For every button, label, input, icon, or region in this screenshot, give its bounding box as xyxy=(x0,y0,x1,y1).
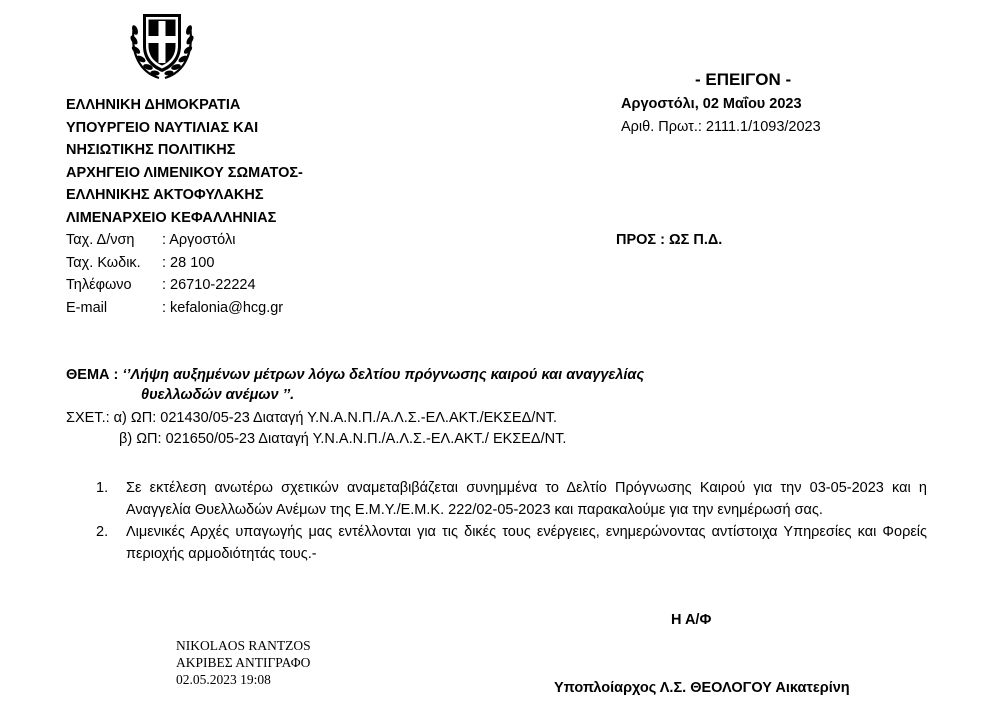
recipient: ΠΡΟΣ : ΩΣ Π.Δ. xyxy=(616,232,723,248)
sender-block xyxy=(66,94,303,229)
item-number: 2. xyxy=(96,524,109,540)
sender-line: ΕΛΛΗΝΙΚΗΣ ΑΚΤΟΦΥΛΑΚΗΣ xyxy=(66,187,264,203)
list-item xyxy=(96,522,927,565)
contact-value: : Αργοστόλι xyxy=(162,232,236,248)
classification-label: - ΕΠΕΙΓΟΝ - xyxy=(695,70,792,89)
item-number: 1. xyxy=(96,480,109,496)
protocol-number: Αριθ. Πρωτ.: 2111.1/1093/2023 xyxy=(621,119,821,135)
sender-line: ΛΙΜΕΝΑΡΧΕΙΟ ΚΕΦΑΛΛΗΝΙΑΣ xyxy=(66,209,277,226)
sender-line: ΝΗΣΙΩΤΙΚΗΣ ΠΟΛΙΤΙΚΗΣ xyxy=(66,142,236,158)
body-list xyxy=(96,478,927,566)
reference-line: ΣΧΕΤ.: α) ΩΠ: 021430/05-23 Διαταγή Υ.Ν.Α.Ν.Π./Α.Λ.Σ.-ΕΛ.ΑΚΤ./ΕΚΣΕΔ/ΝΤ. xyxy=(66,410,558,426)
subject-text: ‘’Λήψη αυξημένων μέτρων λόγω δελτίου πρόγνωσης καιρού και αναγγελίας xyxy=(122,367,645,383)
references-block xyxy=(66,408,566,450)
sender-line: ΕΛΛΗΝΙΚΗ ΔΗΜΟΚΡΑΤΙΑ xyxy=(66,97,241,113)
reference-line: β) ΩΠ: 021650/05-23 Διαταγή Υ.Ν.Α.Ν.Π./Α.Λ.Σ.-ΕΛ.ΑΚΤ./ ΕΚΣΕΔ/ΝΤ. xyxy=(119,431,567,447)
on-behalf-label: Η Α/Φ xyxy=(671,612,712,628)
stamp-line: ΑΚΡΙΒΕΣ ΑΝΤΙΓΡΑΦΟ xyxy=(176,655,311,670)
subject-text: θυελλωδών ανέμων ’’. xyxy=(141,387,295,403)
item-text: Λιμενικές Αρχές υπαγωγής μας εντέλλονται για τις δικές τους ενέργειες, ενημερώνοντας αντίστοιχα Υπηρεσίες και Φορείς περιοχής αρμοδιότητάς τους.- xyxy=(126,524,927,562)
contact-label: Τηλέφωνο xyxy=(66,277,132,293)
sender-line: ΥΠΟΥΡΓΕΙΟ ΝΑΥΤΙΛΙΑΣ ΚΑΙ xyxy=(66,119,259,136)
subject-block xyxy=(66,365,644,405)
signatory-name: Υποπλοίαρχος Λ.Σ. ΘΕΟΛΟΓΟΥ Αικατερίνη xyxy=(554,680,850,696)
digital-signature-stamp xyxy=(176,637,311,688)
contact-label: Ταχ. Κωδικ. xyxy=(66,254,141,271)
stamp-line: NIKOLAOS RANTZOS xyxy=(176,638,311,653)
subject-prefix: ΘΕΜΑ : xyxy=(66,367,123,383)
stamp-line: 02.05.2023 19:08 xyxy=(176,672,271,687)
place-date: Αργοστόλι, 02 Μαΐου 2023 xyxy=(621,96,802,112)
contact-label: E-mail xyxy=(66,299,108,316)
sender-line: ΑΡΧΗΓΕΙΟ ΛΙΜΕΝΙΚΟΥ ΣΩΜΑΤΟΣ- xyxy=(66,164,303,181)
coat-of-arms-icon xyxy=(126,6,198,82)
contact-value: : kefalonia@hcg.gr xyxy=(162,299,284,316)
item-text: Σε εκτέλεση ανωτέρω σχετικών αναμεταβιβάζεται συνημμένα το Δελτίο Πρόγνωσης Καιρού για την 03-05-2023 και η Αναγγελία Θυελλωδών Ανέμων της Ε.Μ.Υ./Ε.Μ.Κ. 222/02-05-2023 και παρακαλούμε για την ενημέρωσή σας. xyxy=(126,480,927,518)
contact-value: : 26710-22224 xyxy=(162,277,256,293)
contact-value: : 28 100 xyxy=(162,254,215,271)
contact-label: Ταχ. Δ/νση xyxy=(66,232,135,248)
list-item xyxy=(96,478,927,521)
